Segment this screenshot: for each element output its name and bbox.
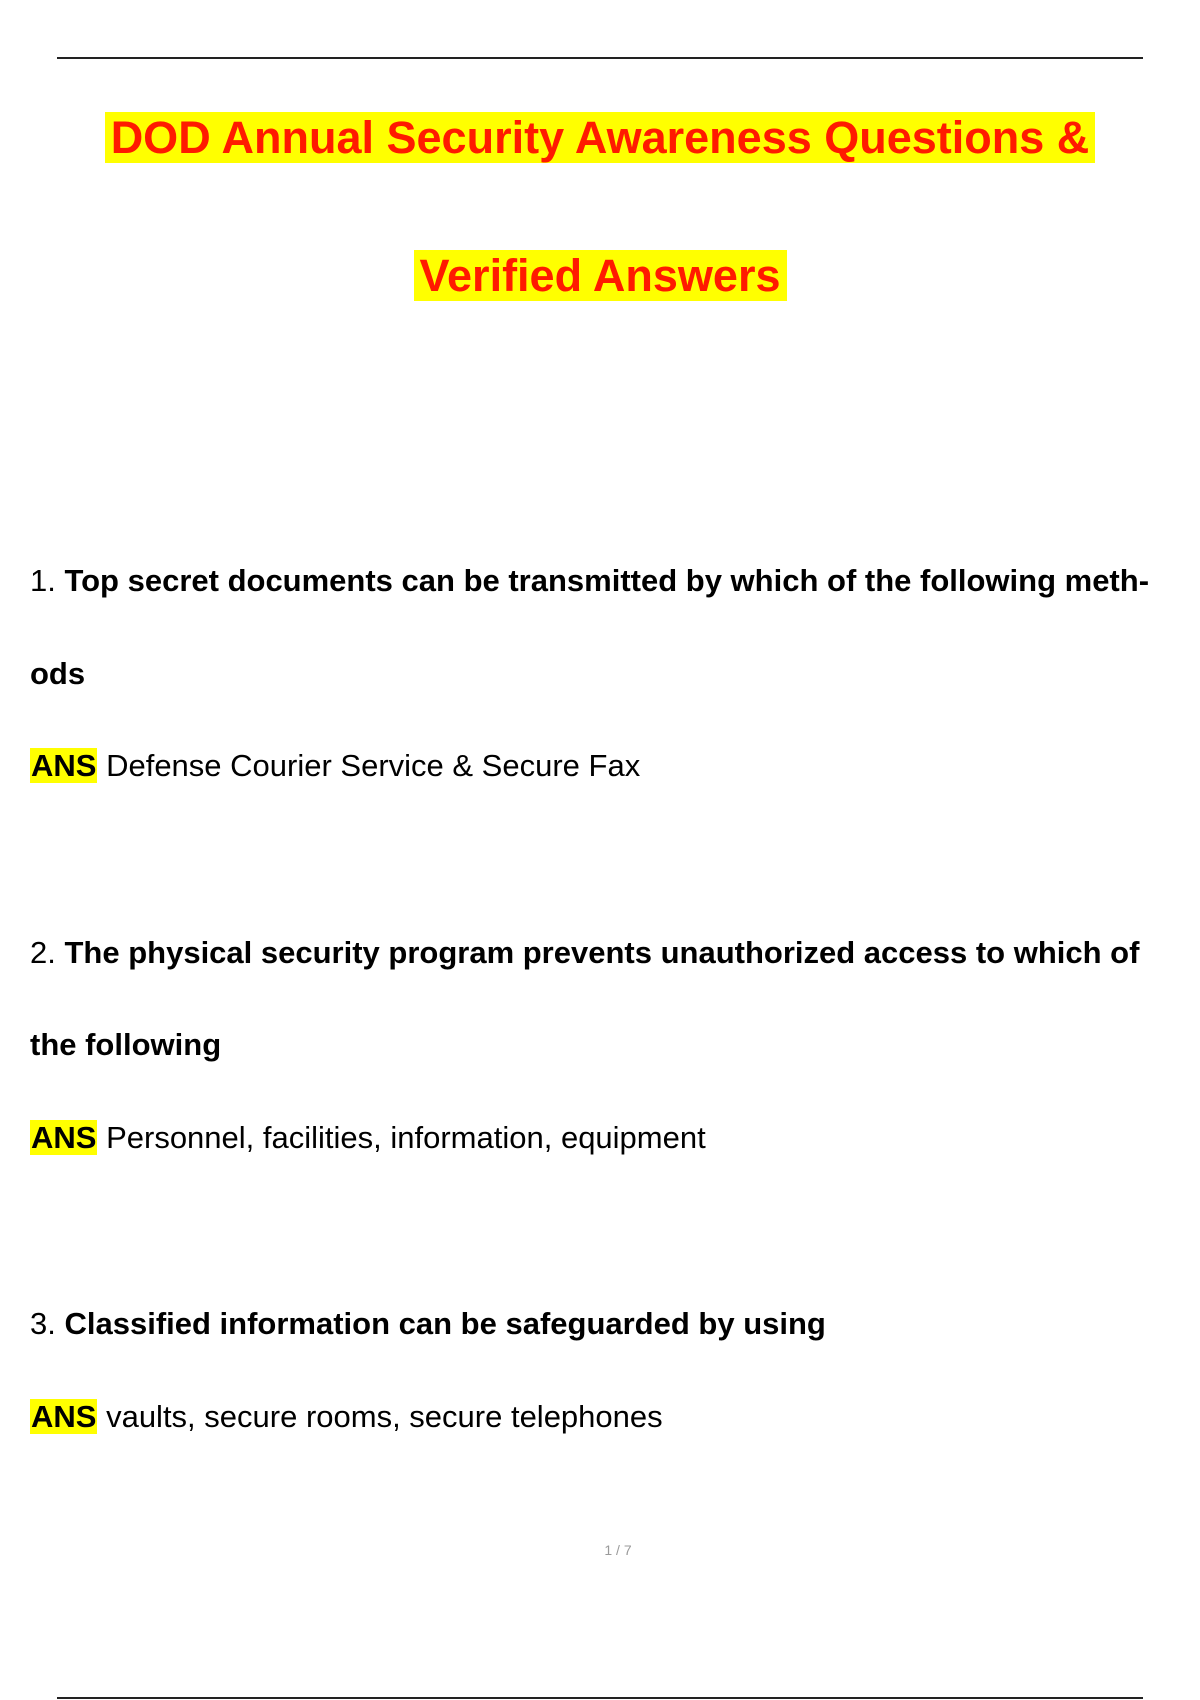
title-text-2: Verified Answers [414,250,787,301]
title-line-2 [0,248,1200,304]
answer-1-label: ANS [31,748,97,783]
title-line-1 [0,110,1200,166]
answer-1-text: Defense Courier Service & Secure Fax [106,748,641,783]
answer-1 [30,746,640,786]
title-text-1: DOD Annual Security Awareness Questions & [105,112,1096,163]
answer-2-label: ANS [31,1120,97,1155]
bottom-rule [57,1697,1143,1699]
page-number: 1 / 7 [604,1542,632,1558]
question-2-text: The physical security program prevents unauthorized access to which of [64,935,1140,970]
question-1-number: 1. [30,563,56,598]
top-rule [57,57,1143,59]
answer-3 [30,1397,663,1437]
question-2-line-1 [30,933,1139,973]
question-2-number: 2. [30,935,56,970]
answer-3-label: ANS [31,1399,97,1434]
question-3-text: Classified information can be safeguarded by using [64,1306,826,1341]
answer-2 [30,1118,706,1158]
question-1-text-cont: ods [30,656,86,691]
question-3-number: 3. [30,1306,56,1341]
question-1-text: Top secret documents can be transmitted by which of the following meth- [64,563,1150,598]
question-1-line-1 [30,561,1149,601]
answer-2-text: Personnel, facilities, information, equipment [106,1120,706,1155]
question-1-line-2 [30,654,85,694]
question-2-line-2 [30,1025,221,1065]
question-3-line-1 [30,1304,826,1344]
answer-3-text: vaults, secure rooms, secure telephones [106,1399,663,1434]
question-2-text-cont: the following [30,1027,222,1062]
